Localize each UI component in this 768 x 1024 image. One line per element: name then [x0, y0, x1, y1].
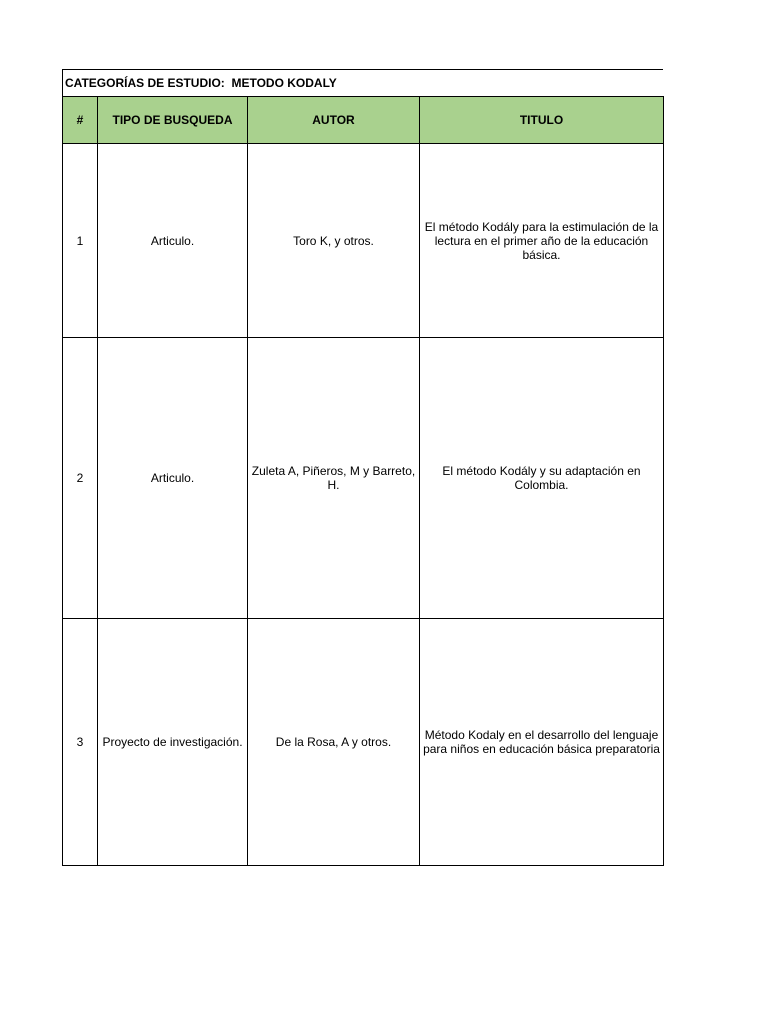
header-title: TITULO	[420, 97, 664, 144]
spreadsheet-table-area	[62, 69, 663, 866]
table-row	[63, 144, 664, 338]
cell-author: Toro K, y otros.	[248, 144, 420, 338]
cell-author: Zuleta A, Piñeros, M y Barreto, H.	[248, 338, 420, 619]
table-row	[63, 338, 664, 619]
table-row	[63, 619, 664, 866]
header-number: #	[63, 97, 98, 144]
header-author: AUTOR	[248, 97, 420, 144]
header-row	[63, 97, 664, 144]
cell-title: El método Kodály para la estimulación de la lectura en el primer año de la educación básica.	[420, 144, 664, 338]
header-search-type: TIPO DE BUSQUEDA	[98, 97, 248, 144]
cell-author: De la Rosa, A y otros.	[248, 619, 420, 866]
cell-number: 2	[63, 338, 98, 619]
cell-search-type: Proyecto de investigación.	[98, 619, 248, 866]
cell-search-type: Articulo.	[98, 338, 248, 619]
cell-number: 3	[63, 619, 98, 866]
cell-title: Método Kodaly en el desarrollo del lenguaje para niños en educación básica preparatoria	[420, 619, 664, 866]
study-categories-table	[62, 96, 664, 866]
cell-search-type: Articulo.	[98, 144, 248, 338]
table-caption: CATEGORÍAS DE ESTUDIO: METODO KODALY	[62, 69, 663, 96]
cell-number: 1	[63, 144, 98, 338]
cell-title: El método Kodály y su adaptación en Colombia.	[420, 338, 664, 619]
